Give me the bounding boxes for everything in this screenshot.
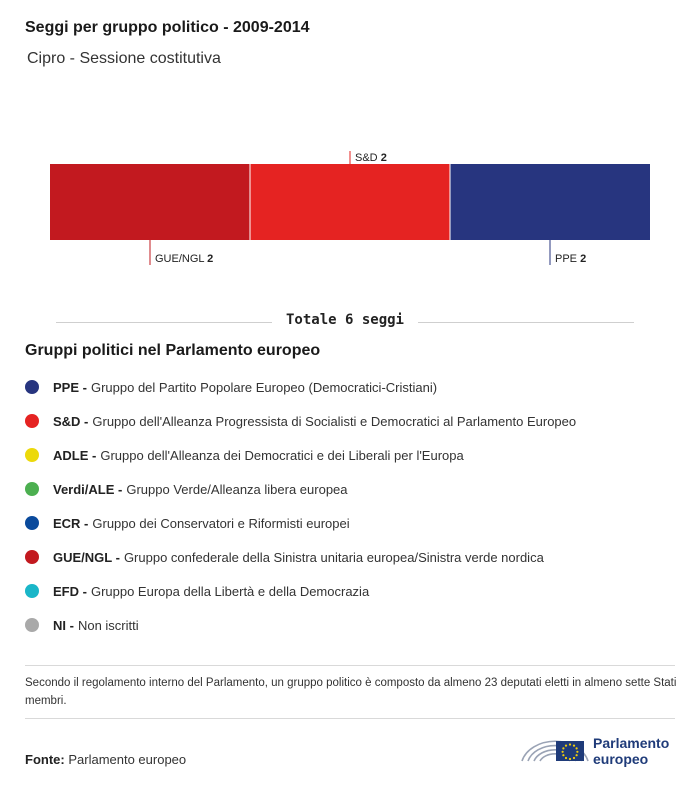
legend-name: Gruppo dell'Alleanza Progressista di Socialisti e Democratici al Parlamento Europeo [92, 413, 577, 429]
source-label: Fonte: [25, 752, 65, 767]
total-seats-label: Totale 6 seggi [276, 312, 414, 328]
legend-dot [25, 516, 39, 530]
divider [25, 665, 675, 666]
legend-item [25, 370, 685, 404]
legend-item [25, 506, 685, 540]
segment-label: PPE 2 [555, 253, 587, 265]
legend-dot [25, 448, 39, 462]
chart-subtitle: Cipro - Sessione costitutiva [27, 50, 221, 67]
legend-dot [25, 550, 39, 564]
segment-label: S&D 2 [355, 152, 387, 164]
bar-segment [250, 164, 450, 240]
legend-abbr: NI - [53, 617, 74, 633]
legend-item [25, 540, 685, 574]
legend-name: Gruppo dell'Alleanza dei Democratici e dei Liberali per l'Europa [100, 447, 464, 463]
legend-title: Gruppi politici nel Parlamento europeo [25, 342, 321, 359]
legend-abbr: GUE/NGL - [53, 549, 120, 565]
source-value: Parlamento europeo [68, 752, 187, 767]
legend-name: Non iscritti [77, 617, 139, 633]
segment-label: GUE/NGL 2 [155, 253, 214, 265]
legend-name: Gruppo confederale della Sinistra unitaria europea/Sinistra verde nordica [123, 549, 544, 565]
legend-abbr: ECR - [53, 515, 89, 531]
legend-name: Gruppo Europa della Libertà e della Democrazia [90, 583, 370, 599]
legend-dot [25, 414, 39, 428]
legend-dot [25, 482, 39, 496]
legend-name: Gruppo dei Conservatori e Riformisti europei [92, 515, 350, 531]
legend-abbr: EFD - [53, 583, 87, 599]
bar-segment [50, 164, 250, 240]
divider [25, 718, 675, 719]
legend-dot [25, 380, 39, 394]
legend-abbr: ADLE - [53, 447, 97, 463]
chart-title: Seggi per gruppo politico - 2009-2014 [25, 19, 310, 36]
legend-dot [25, 618, 39, 632]
legend-abbr: S&D - [53, 413, 89, 429]
legend-item [25, 574, 685, 608]
legend-name: Gruppo del Partito Popolare Europeo (Democratici-Cristiani) [90, 379, 438, 395]
seat-bar-chart [0, 140, 700, 275]
legend-name: Gruppo Verde/Alleanza libera europea [126, 481, 348, 497]
legend-item [25, 404, 685, 438]
legend-abbr: Verdi/ALE - [53, 481, 123, 497]
legend-item [25, 608, 685, 642]
footnote: Secondo il regolamento interno del Parlamento, un gruppo politico è composto da almeno 23 deputati eletti in almeno sette Stati membri. [25, 677, 677, 707]
legend-dot [25, 584, 39, 598]
legend-abbr: PPE - [53, 379, 87, 395]
legend [25, 370, 685, 642]
legend-item [25, 438, 685, 472]
total-seats [56, 312, 634, 334]
source [25, 752, 186, 767]
legend-item [25, 472, 685, 506]
bar-segment [450, 164, 650, 240]
parliament-logo-text: Parlamento europeo [593, 735, 670, 767]
